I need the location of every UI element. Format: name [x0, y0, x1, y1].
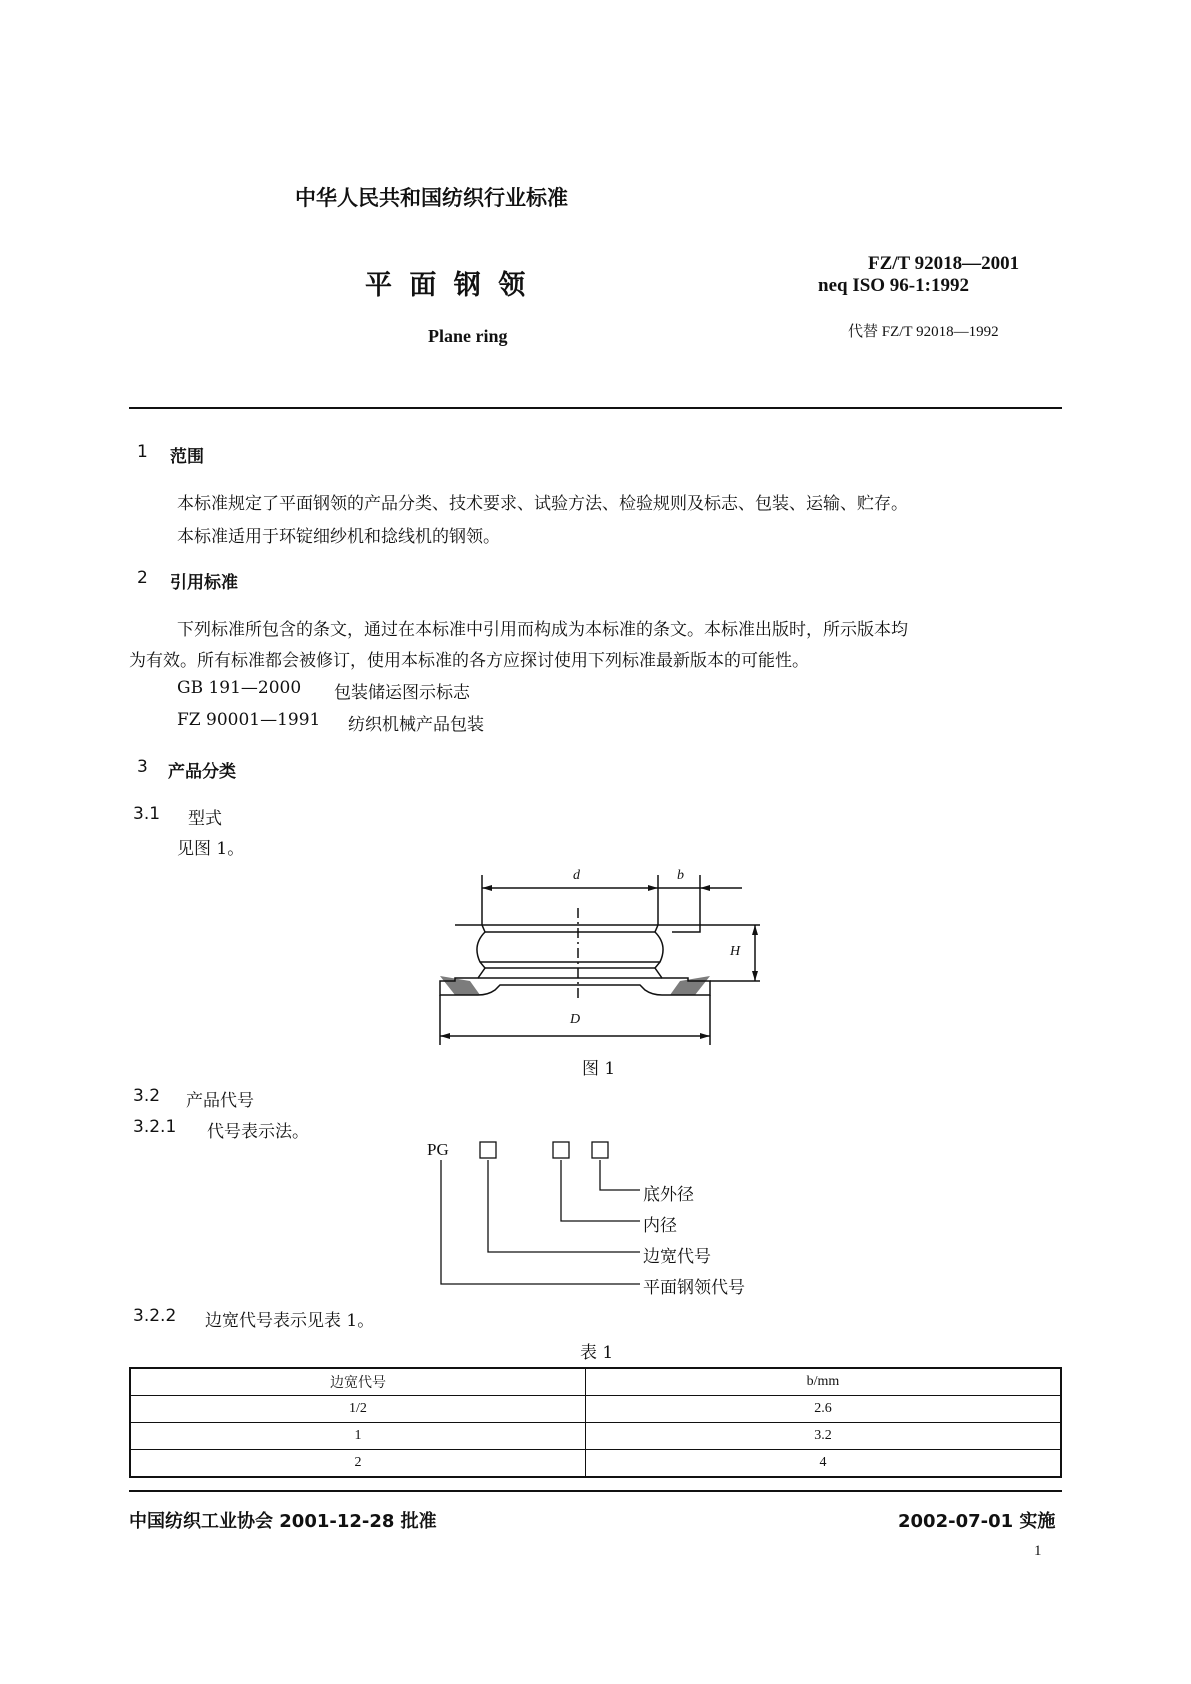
section-3-title: 产品分类 [168, 762, 236, 782]
code-label-plane-ring-code: 平面钢领代号 [643, 1278, 745, 1298]
table-1-caption: 表 1 [580, 1343, 614, 1363]
figure-label-D: D [570, 1012, 581, 1027]
approval-line: 中国纺织工业协会 2001-12-28 批准 [129, 1511, 437, 1532]
subsection-3-1-number: 3.1 [133, 804, 161, 824]
code-label-base-outer-diameter: 底外径 [643, 1185, 694, 1205]
subsection-3-2-2-number: 3.2.2 [133, 1306, 177, 1326]
subsection-3-2-2-text: 边宽代号表示见表 1。 [205, 1311, 375, 1331]
subsection-3-2-1-number: 3.2.1 [133, 1117, 177, 1137]
table-cell: 1/2 [130, 1396, 586, 1423]
table-cell: 4 [586, 1450, 1062, 1478]
table-row [130, 1423, 1061, 1450]
subsection-3-2-1-title: 代号表示法。 [207, 1122, 309, 1142]
reference-code: FZ 90001—1991 [177, 710, 321, 730]
document-title-english: Plane ring [428, 326, 508, 346]
standard-number: FZ/T 92018—2001 [868, 253, 1020, 274]
table-cell: 3.2 [586, 1423, 1062, 1450]
subsection-3-2-title: 产品代号 [186, 1091, 254, 1111]
figure-label-b: b [677, 868, 684, 883]
table-cell: 2 [130, 1450, 586, 1478]
code-label-inner-diameter: 内径 [643, 1216, 677, 1236]
table-header-cell: 边宽代号 [130, 1368, 586, 1396]
issuing-authority: 中华人民共和国纺织行业标准 [295, 186, 568, 210]
effective-date: 2002-07-01 实施 [898, 1511, 1056, 1532]
table-row [130, 1450, 1061, 1478]
section-1-title: 范围 [170, 447, 204, 467]
subsection-3-1-title: 型式 [188, 809, 222, 829]
table-1 [129, 1367, 1062, 1478]
section-2-para-line-2: 为有效。所有标准都会被修订，使用本标准的各方应探讨使用下列标准最新版本的可能性。 [129, 651, 809, 671]
table-cell: 2.6 [586, 1396, 1062, 1423]
figure-label-H: H [730, 944, 741, 959]
table-header-row [130, 1368, 1061, 1396]
code-label-flange-width-code: 边宽代号 [643, 1247, 711, 1267]
document-title: 平 面 钢 领 [365, 270, 530, 301]
section-2-number: 2 [137, 568, 148, 588]
code-prefix: PG [427, 1140, 449, 1159]
subsection-3-2-number: 3.2 [133, 1086, 161, 1106]
figure-label-d: d [573, 868, 580, 883]
reference-title: 纺织机械产品包装 [348, 715, 484, 735]
section-1-para-2: 本标准适用于环锭细纱机和捻线机的钢领。 [177, 527, 500, 547]
footer-divider [129, 1490, 1062, 1492]
replaced-standard: 代替 FZ/T 92018—1992 [848, 324, 999, 340]
product-code-diagram [420, 1135, 660, 1295]
page-number: 1 [1034, 1543, 1042, 1559]
figure-1-caption: 图 1 [582, 1059, 616, 1079]
reference-title: 包装储运图示标志 [334, 683, 470, 703]
table-row [130, 1396, 1061, 1423]
section-2-title: 引用标准 [170, 573, 238, 593]
subsection-3-1-text: 见图 1。 [177, 839, 245, 859]
international-equivalent: neq ISO 96-1:1992 [818, 275, 969, 296]
table-header-cell: b/mm [586, 1368, 1062, 1396]
header-divider [129, 407, 1062, 409]
figure-1-ring-drawing [420, 860, 760, 1050]
section-1-number: 1 [137, 442, 148, 462]
reference-code: GB 191—2000 [177, 678, 302, 698]
section-3-number: 3 [137, 757, 148, 777]
section-2-para-line-1: 下列标准所包含的条文，通过在本标准中引用而构成为本标准的条文。本标准出版时，所示版本均 [177, 620, 908, 640]
table-cell: 1 [130, 1423, 586, 1450]
section-1-para-1: 本标准规定了平面钢领的产品分类、技术要求、试验方法、检验规则及标志、包装、运输、贮存。 [177, 494, 908, 514]
